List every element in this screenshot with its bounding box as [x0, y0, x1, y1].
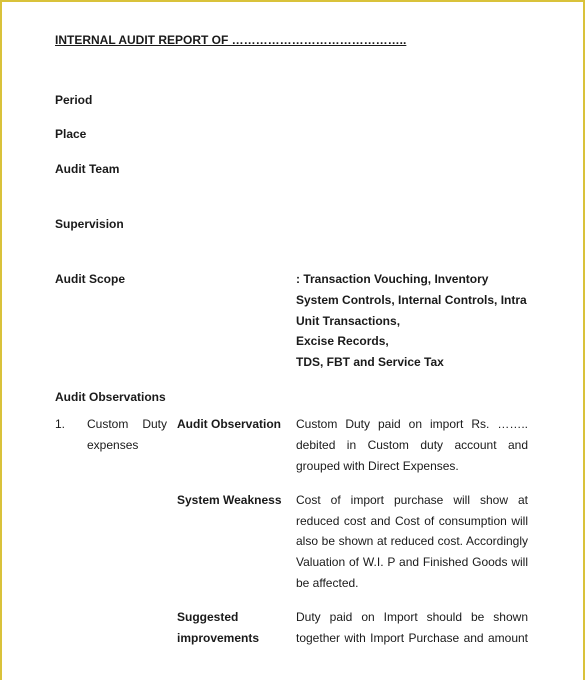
row-text-line: Duty paid on Import should be shown: [296, 610, 528, 624]
row-label-suggested: Suggested: [177, 610, 239, 624]
scope-line: Excise Records,: [296, 334, 389, 348]
field-supervision: Supervision: [55, 217, 124, 231]
row-text-line: also be shown at reduced cost. Accordingly: [296, 534, 528, 548]
row-text-line: grouped with Direct Expenses.: [296, 459, 459, 473]
item-title-line: Custom Duty: [87, 417, 167, 431]
report-title: INTERNAL AUDIT REPORT OF ……………………………………..: [55, 33, 407, 47]
field-audit-scope: Audit Scope: [55, 272, 126, 286]
scope-line: : Transaction Vouching, Inventory: [296, 272, 489, 286]
field-audit-team: Audit Team: [55, 162, 120, 176]
row-text-line: reduced cost and Cost of consumption will: [296, 514, 528, 528]
row-text-line: Custom Duty paid on import Rs. ……..: [296, 417, 528, 431]
scope-line: Unit Transactions,: [296, 314, 401, 328]
field-period: Period: [55, 93, 93, 107]
row-label-improvements: improvements: [177, 631, 260, 645]
row-text-line: be affected.: [296, 576, 359, 590]
item-number: 1.: [55, 417, 66, 431]
row-text-line: debited in Custom duty account and: [296, 438, 528, 452]
item-title-line: expenses: [87, 438, 139, 452]
row-label-audit-observation: Audit Observation: [177, 417, 282, 431]
row-text-line: Valuation of W.I. P and Finished Goods will: [296, 555, 528, 569]
field-place: Place: [55, 127, 87, 141]
observations-heading: Audit Observations: [55, 390, 166, 404]
row-label-system-weakness: System Weakness: [177, 493, 282, 507]
row-text-line: Cost of import purchase will show at: [296, 493, 528, 507]
scope-line: TDS, FBT and Service Tax: [296, 355, 444, 369]
row-text-line: together with Import Purchase and amount: [296, 631, 528, 645]
scope-line: System Controls, Internal Controls, Intra: [296, 293, 527, 307]
